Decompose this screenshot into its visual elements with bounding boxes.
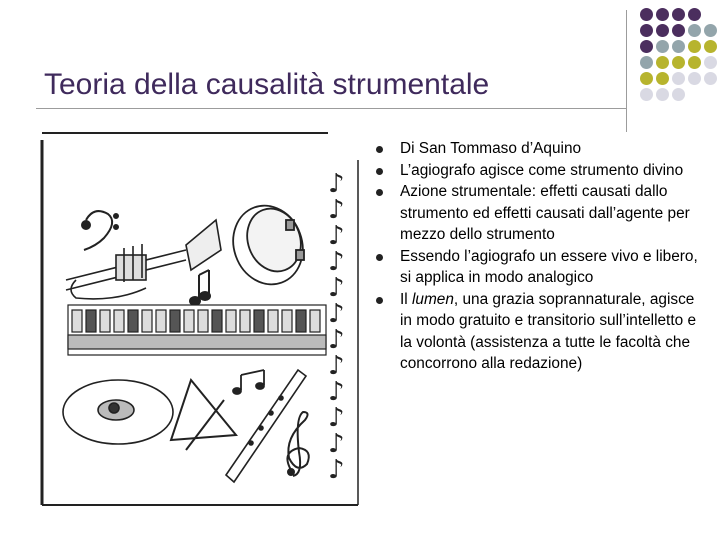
bullet-item (372, 246, 702, 289)
decor-dot (656, 56, 669, 69)
tambourine-icon (222, 196, 313, 294)
xylophone-key (212, 310, 222, 332)
decor-dot (688, 8, 701, 21)
music-instruments-illustration (36, 130, 366, 510)
decor-dot (640, 88, 653, 101)
decor-dot (688, 56, 701, 69)
bullet-icon (376, 146, 383, 153)
note-icon: ♪ (328, 377, 345, 407)
note-icon: ♪ (328, 403, 345, 433)
decor-dot (640, 24, 653, 37)
decor-dot (656, 88, 669, 101)
decor-dot (672, 88, 685, 101)
decor-dot (704, 72, 717, 85)
xylophone-key (86, 310, 96, 332)
bullet-text: L’agiografo agisce come strumento divino (400, 161, 684, 179)
decor-dot (656, 72, 669, 85)
decor-dot (704, 56, 717, 69)
note-icon: ♪ (328, 429, 345, 459)
xylophone-key (226, 310, 236, 332)
xylophone-key (296, 310, 306, 332)
decor-dot (672, 56, 685, 69)
note-icon: ♪ (328, 169, 345, 199)
bullet-text: Azione strumentale: effetti causati dallo strumento ed effetti causati dall’agente per mezzo dello strumento (400, 183, 690, 243)
trumpet-icon (66, 220, 221, 299)
decor-dot (688, 24, 701, 37)
decor-dot (688, 72, 701, 85)
note-icon: ♪ (328, 455, 345, 485)
note-icon: ♪ (328, 325, 345, 355)
note-icon: ♪ (328, 351, 345, 381)
bullet-item (372, 181, 702, 246)
triangle-instrument-icon (171, 380, 236, 450)
decor-dot (656, 40, 669, 53)
decor-dot (672, 40, 685, 53)
xylophone-key (198, 310, 208, 332)
bullet-text-prefix: Il (400, 290, 412, 308)
decor-dot (688, 40, 701, 53)
bullet-icon (376, 297, 383, 304)
bullet-text-suffix: , una grazia soprannaturale, agisce in modo gratuito e transitorio sull’intelletto e la volontà (assistenza a tutte le facoltà che concorrono alla redazione) (400, 290, 696, 372)
treble-clef-icon (287, 412, 308, 476)
bullet-item (372, 160, 702, 182)
xylophone-key (282, 310, 292, 332)
xylophone-key (254, 310, 264, 332)
decor-dot (640, 56, 653, 69)
decor-dot (640, 72, 653, 85)
decor-dot (704, 40, 717, 53)
bullet-text-emphasis: lumen (411, 290, 454, 308)
note-column (328, 169, 345, 485)
decor-dot (672, 8, 685, 21)
cymbal-icon (63, 380, 173, 444)
bass-clef-icon (82, 211, 118, 250)
bullet-list (372, 138, 702, 375)
xylophone-key (184, 310, 194, 332)
decor-dot (656, 24, 669, 37)
decor-dot (656, 8, 669, 21)
note-icon: ♪ (328, 221, 345, 251)
decor-dot (640, 40, 653, 53)
title-divider (36, 108, 626, 109)
decor-dot (672, 24, 685, 37)
xylophone-key (240, 310, 250, 332)
xylophone-key (100, 310, 110, 332)
eighth-notes-icon (190, 270, 210, 305)
xylophone-key (142, 310, 152, 332)
vertical-divider (626, 10, 627, 132)
xylophone-key (128, 310, 138, 332)
xylophone-key (170, 310, 180, 332)
xylophone-key (114, 310, 124, 332)
bullet-item (372, 138, 702, 160)
decor-dot (640, 8, 653, 21)
decor-dot (672, 72, 685, 85)
xylophone-icon (68, 305, 326, 355)
decor-dot (704, 24, 717, 37)
bullet-icon (376, 189, 383, 196)
xylophone-key (268, 310, 278, 332)
note-icon: ♪ (328, 273, 345, 303)
xylophone-key (156, 310, 166, 332)
small-notes-icon (233, 370, 264, 394)
note-icon: ♪ (328, 247, 345, 277)
bullet-icon (376, 168, 383, 175)
dot-grid-decoration (640, 8, 720, 126)
bullet-item (372, 289, 702, 375)
note-icon: ♪ (328, 195, 345, 225)
note-icon: ♪ (328, 299, 345, 329)
xylophone-key (72, 310, 82, 332)
bullet-text: Essendo l’agiografo un essere vivo e libero, si applica in modo analogico (400, 247, 698, 286)
slide-title: Teoria della causalità strumentale (44, 68, 490, 101)
xylophone-key (310, 310, 320, 332)
bullet-text: Di San Tommaso d’Aquino (400, 140, 582, 157)
bullet-icon (376, 254, 383, 261)
